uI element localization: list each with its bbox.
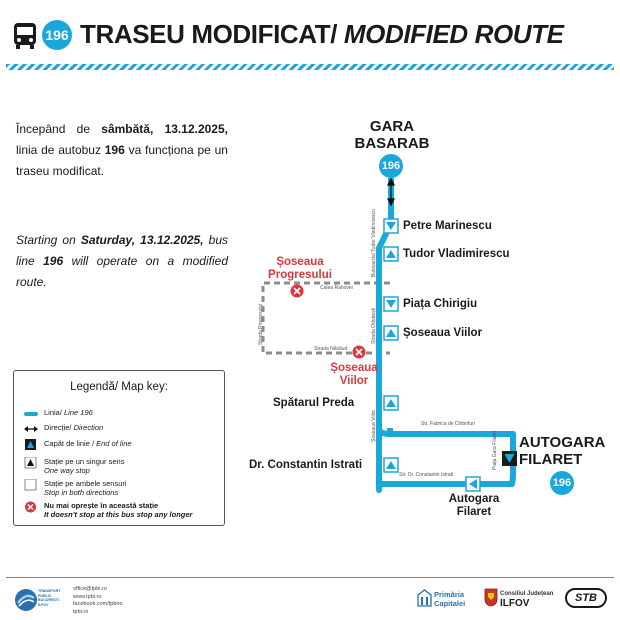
bus-icon — [12, 22, 38, 50]
primaria-logo-icon — [417, 589, 432, 607]
page-header — [0, 0, 620, 66]
contact-list — [73, 586, 123, 616]
stop-marker-piata-chirigiu — [384, 297, 398, 311]
one-way-stop-icon — [24, 457, 38, 469]
cancelled-stop-marker-viilor — [353, 346, 366, 359]
street-piata-gara-filaret: Piața Gara Filaret — [492, 430, 498, 470]
terminus-marker-filaret — [502, 451, 517, 466]
terminus-gara-basarab: GARA BASARAB — [354, 118, 430, 152]
stop-label-petre-marinescu: Petre Marinescu — [403, 220, 492, 232]
legend-title: Legendă/ Map key: — [70, 381, 168, 393]
contact-email[interactable]: office@tpbi.ro — [73, 586, 107, 592]
stop-label-piata-chirigiu: Piața Chirigiu — [403, 298, 478, 310]
street-strada-odobesti: Strada Odobești — [371, 307, 377, 344]
cancelled-label-viilor: Șoseaua Viilor — [330, 362, 378, 387]
stop-label-spatarul-preda: Spătarul Preda — [273, 397, 355, 409]
street-soseaua-viilor: Șoseaua Viilor — [371, 409, 377, 442]
page-title — [80, 19, 564, 50]
ilfov-coat-of-arms-icon — [484, 588, 498, 607]
footer-divider — [6, 577, 614, 578]
route-map — [230, 100, 620, 540]
street-dr-constantin-istrati: Str. Dr. Constantin Istrati — [399, 472, 454, 478]
line-number-badge: 196 — [42, 20, 72, 50]
header-divider — [6, 64, 614, 70]
map-legend: Legendă/ Map key: Linia/ Line 196 Direcție/ Direction Capăt de linie / End of line Stație pe un singur sens One way stop Stație pe ambele sensuri Stop in both directions Nu mai oprește în această stație It doesn't stop at this bus stop any longer — [13, 370, 225, 526]
street-calea-rahovei: Calea Rahovei — [320, 285, 353, 291]
stop-marker-spatarul-preda — [384, 396, 398, 410]
stop-marker-petre-marinescu — [384, 219, 398, 233]
street-bd-tudor-vladimirescu: Bulevardul Tudor Vladimirescu — [371, 209, 377, 277]
title-ro: TRASEU MODIFICAT/ — [80, 19, 338, 49]
cancelled-label-progresului: Șoseaua Progresului — [268, 256, 332, 281]
terminus-north-line-badge: 196 — [379, 154, 403, 178]
street-strada-nasaud: Strada Năsăud — [314, 346, 348, 352]
stop-label-constantin-istrati: Dr. Constantin Istrati — [249, 459, 363, 471]
contact-other[interactable]: tpbi.ro — [73, 608, 89, 615]
two-way-stop-icon — [24, 479, 38, 491]
stop-label-autogara-filaret: Autogara Filaret — [448, 493, 500, 518]
double-arrow-icon — [24, 423, 38, 435]
terminus-east-line-badge: 196 — [550, 471, 574, 495]
stop-label-soseaua-viilor: Șoseaua Viilor — [403, 327, 483, 339]
direction-arrows — [388, 370, 394, 386]
intro-romanian: Începând de sâmbătă, 13.12.2025, linia de autobuz 196 va funcționa pe un traseu modificat. — [16, 122, 228, 178]
consiliul-judetean-ilfov: Consiliul Județean ILFOV — [500, 591, 554, 609]
contact-website[interactable]: www.tpbi.ro — [73, 593, 102, 600]
route-line-icon — [24, 408, 38, 420]
stop-marker-constantin-istrati — [384, 458, 398, 472]
street-fabrica-de-chibrituri: Str. Fabrica de Chibrituri — [421, 421, 475, 427]
stb-logo: STB — [565, 588, 607, 608]
stop-marker-tudor-vladimirescu — [384, 247, 398, 261]
cancelled-stop-marker-progresului — [291, 285, 304, 298]
title-en: MODIFIED ROUTE — [343, 19, 564, 49]
contact-facebook[interactable]: facebook.com/tpbiro — [73, 601, 123, 607]
cancelled-stop-icon — [24, 501, 38, 513]
stop-marker-soseaua-viilor — [384, 326, 398, 340]
tpbi-logo-icon — [14, 588, 38, 612]
stop-marker-autogara-filaret — [466, 477, 480, 491]
intro-english: Starting on Saturday, 13.12.2025, bus line 196 will operate on a modified route. — [16, 233, 229, 289]
stop-label-tudor-vladimirescu: Tudor Vladimirescu — [403, 248, 510, 260]
primaria-capitalei: Primăria Capitalei — [434, 590, 466, 608]
terminus-icon — [24, 439, 38, 451]
tpbi-name: TRANSPORT PUBLIC BUCUREȘTI ILFOV — [38, 589, 61, 607]
terminus-autogara-filaret: AUTOGARA FILARET — [519, 434, 606, 468]
street-strada-progresului: Strada Progresului — [258, 303, 264, 345]
